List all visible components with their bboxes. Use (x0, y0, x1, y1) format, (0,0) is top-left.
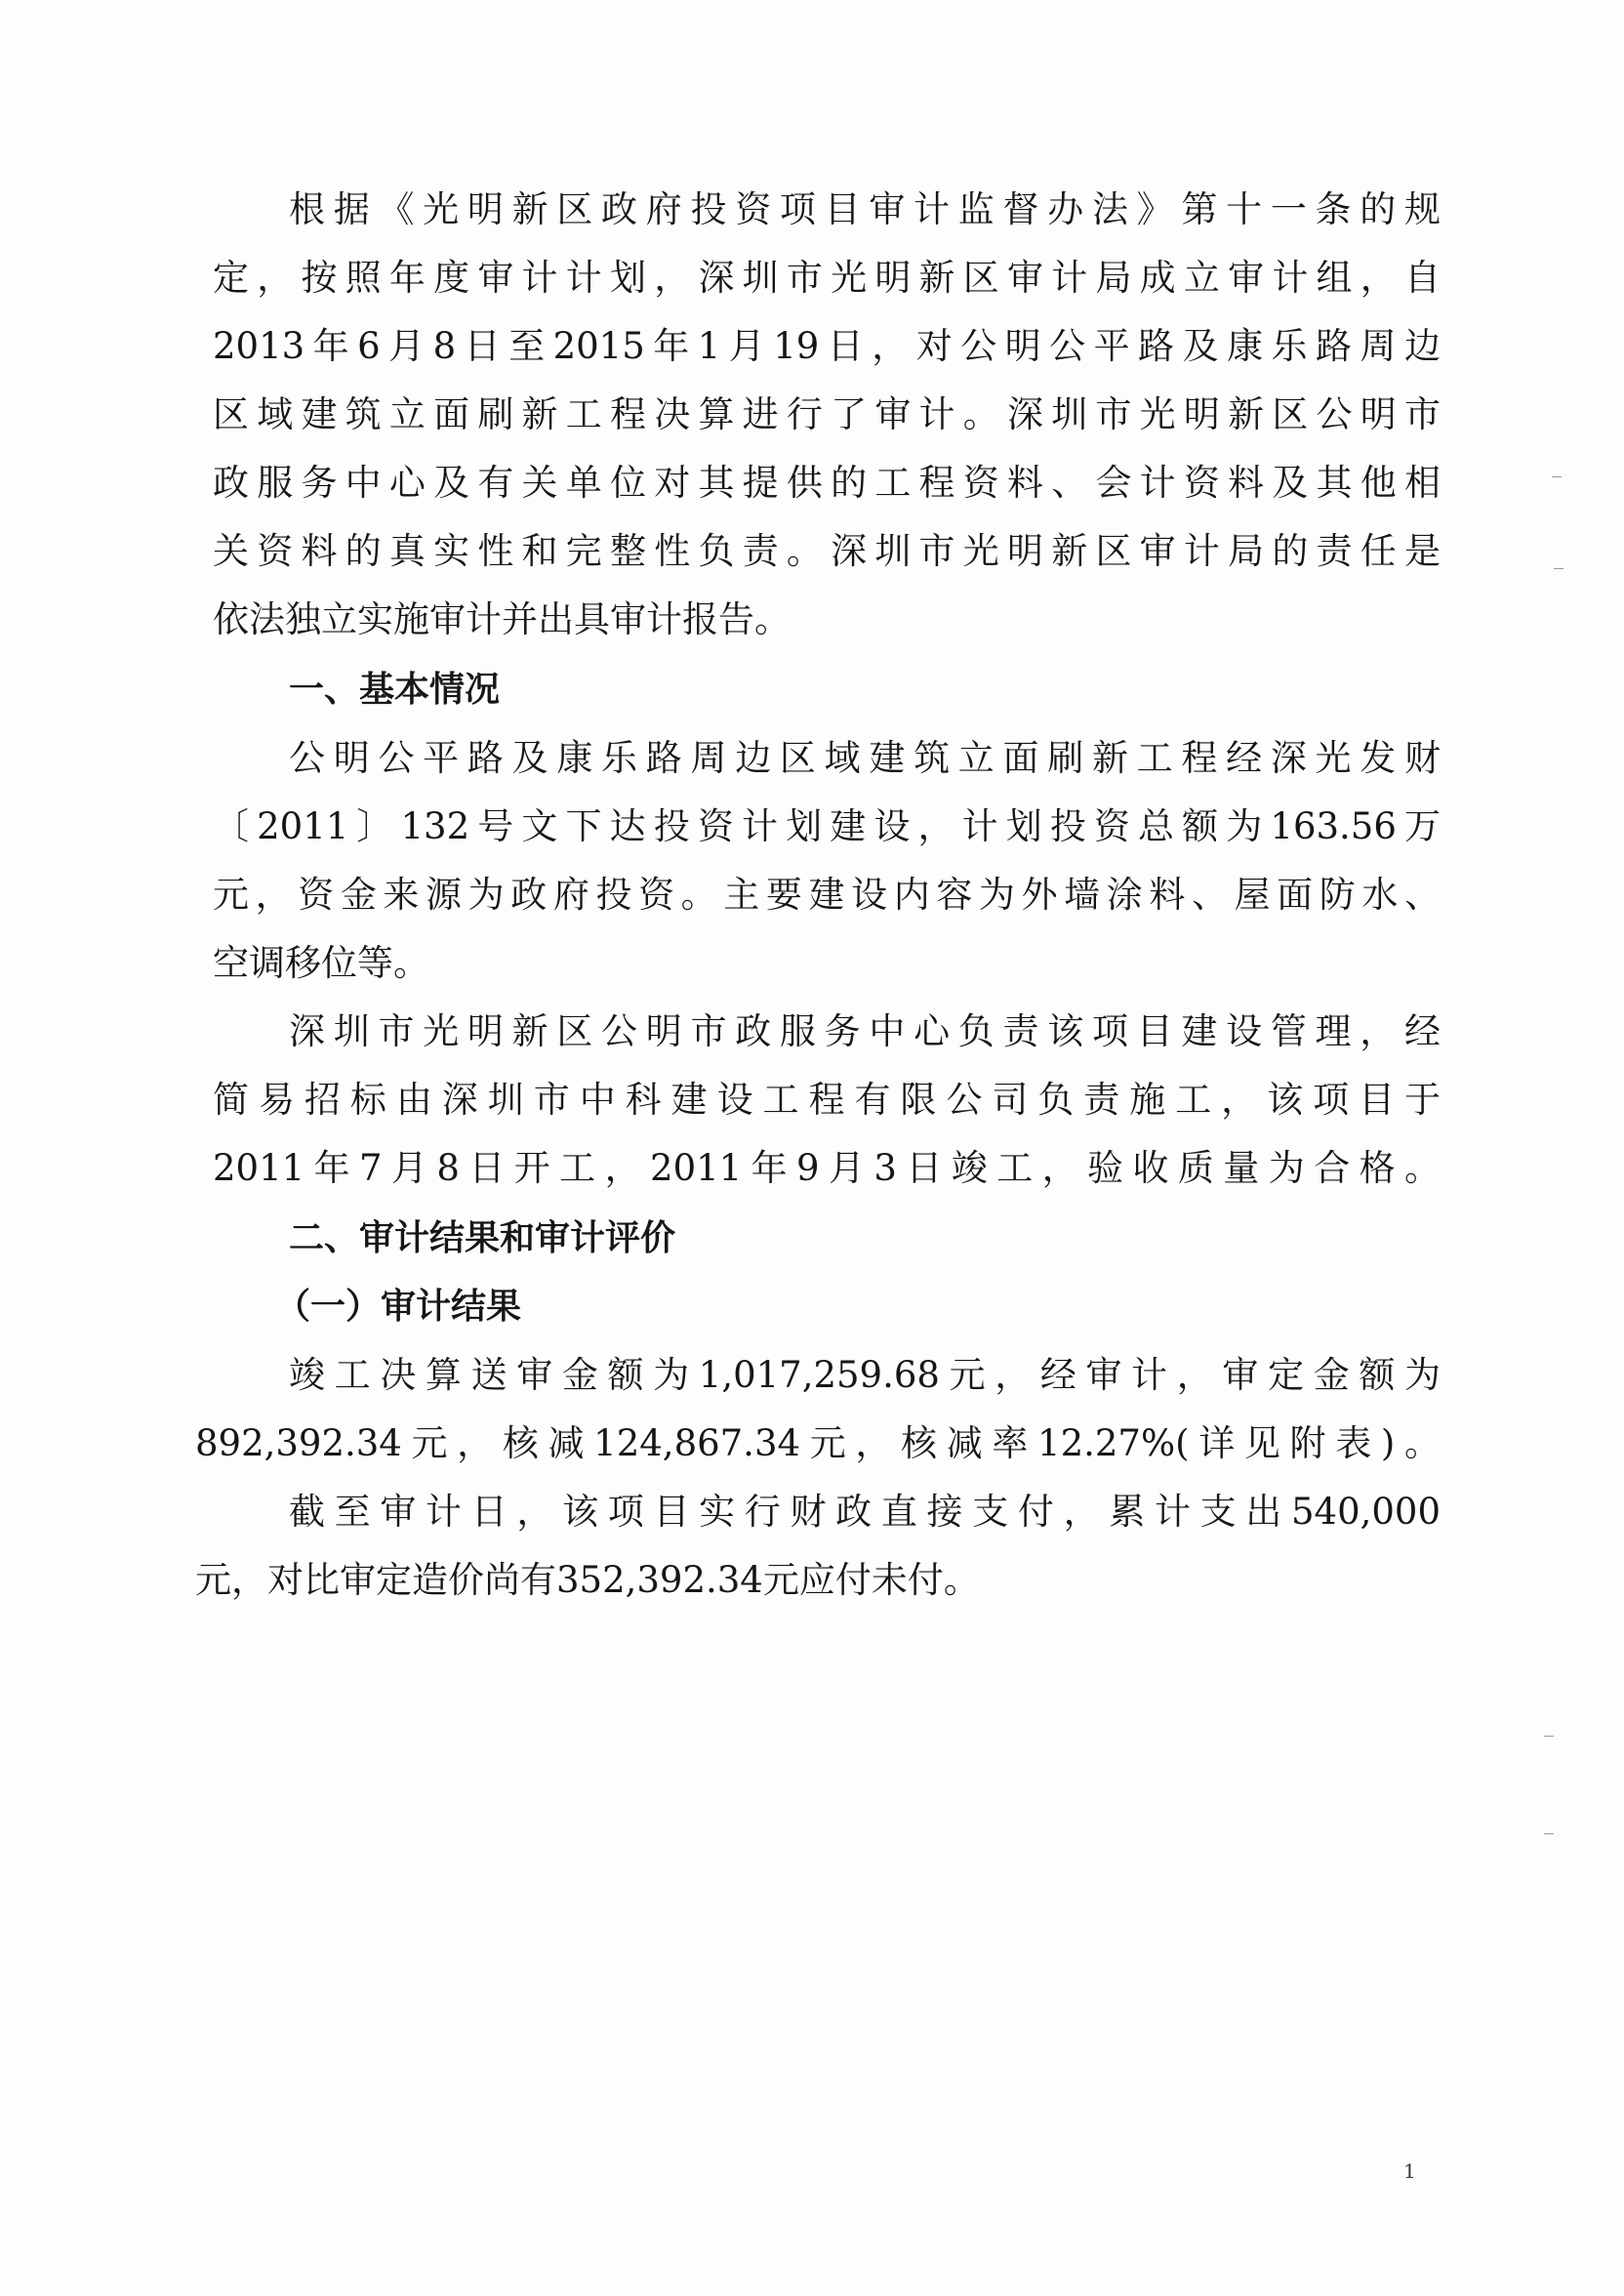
scan-mark (1544, 1736, 1554, 1737)
section-1-para-1-line-4: 空调移位等。 (213, 942, 429, 984)
intro-line-4: 区域建筑立面刷新工程决算进行了审计。深圳市光明新区公明市 (213, 393, 1441, 435)
section-2-para-1-line-2: 892,392.34元，核减124,867.34元，核减率12.27%(详见附表)。 (195, 1422, 1441, 1464)
intro-line-6: 关资料的真实性和完整性负责。深圳市光明新区审计局的责任是 (213, 530, 1441, 572)
section-2-para-1-line-1: 竣工决算送审金额为1,017,259.68元，经审计，审定金额为 (289, 1354, 1441, 1396)
page-number: 1 (1403, 2159, 1416, 2183)
section-2-heading: 二、审计结果和审计评价 (289, 1218, 676, 1258)
scan-mark (1552, 476, 1562, 477)
intro-line-3: 2013年6月8日至2015年1月19日，对公明公平路及康乐路周边 (213, 325, 1441, 367)
intro-line-5: 政服务中心及有关单位对其提供的工程资料、会计资料及其他相 (213, 462, 1441, 504)
section-2-para-2-line-2: 元，对比审定造价尚有352,392.34元应付未付。 (195, 1559, 980, 1601)
section-1-para-2-line-2: 简易招标由深圳市中科建设工程有限公司负责施工，该项目于 (213, 1079, 1441, 1121)
intro-line-7: 依法独立实施审计并出具审计报告。 (213, 598, 791, 640)
section-2-subheading: （一）审计结果 (275, 1287, 522, 1327)
intro-line-1: 根据《光明新区政府投资项目审计监督办法》第十一条的规 (289, 188, 1441, 230)
section-2-para-2-line-1: 截至审计日，该项目实行财政直接支付，累计支出540,000 (289, 1491, 1441, 1533)
section-1-para-1-line-2: 〔2011〕132号文下达投资计划建设，计划投资总额为163.56万 (213, 805, 1441, 847)
section-1-para-1-line-3: 元，资金来源为政府投资。主要建设内容为外墙涂料、屋面防水、 (213, 874, 1441, 916)
section-1-para-2-line-3: 2011年7月8日开工，2011年9月3日竣工，验收质量为合格。 (213, 1147, 1441, 1189)
section-1-para-1-line-1: 公明公平路及康乐路周边区域建筑立面刷新工程经深光发财 (289, 737, 1441, 779)
scan-mark (1544, 1833, 1554, 1834)
section-1-para-2-line-1: 深圳市光明新区公明市政服务中心负责该项目建设管理，经 (289, 1010, 1441, 1052)
scan-mark (1554, 568, 1563, 569)
section-1-heading: 一、基本情况 (289, 670, 501, 710)
intro-line-2: 定，按照年度审计计划，深圳市光明新区审计局成立审计组，自 (213, 257, 1441, 299)
